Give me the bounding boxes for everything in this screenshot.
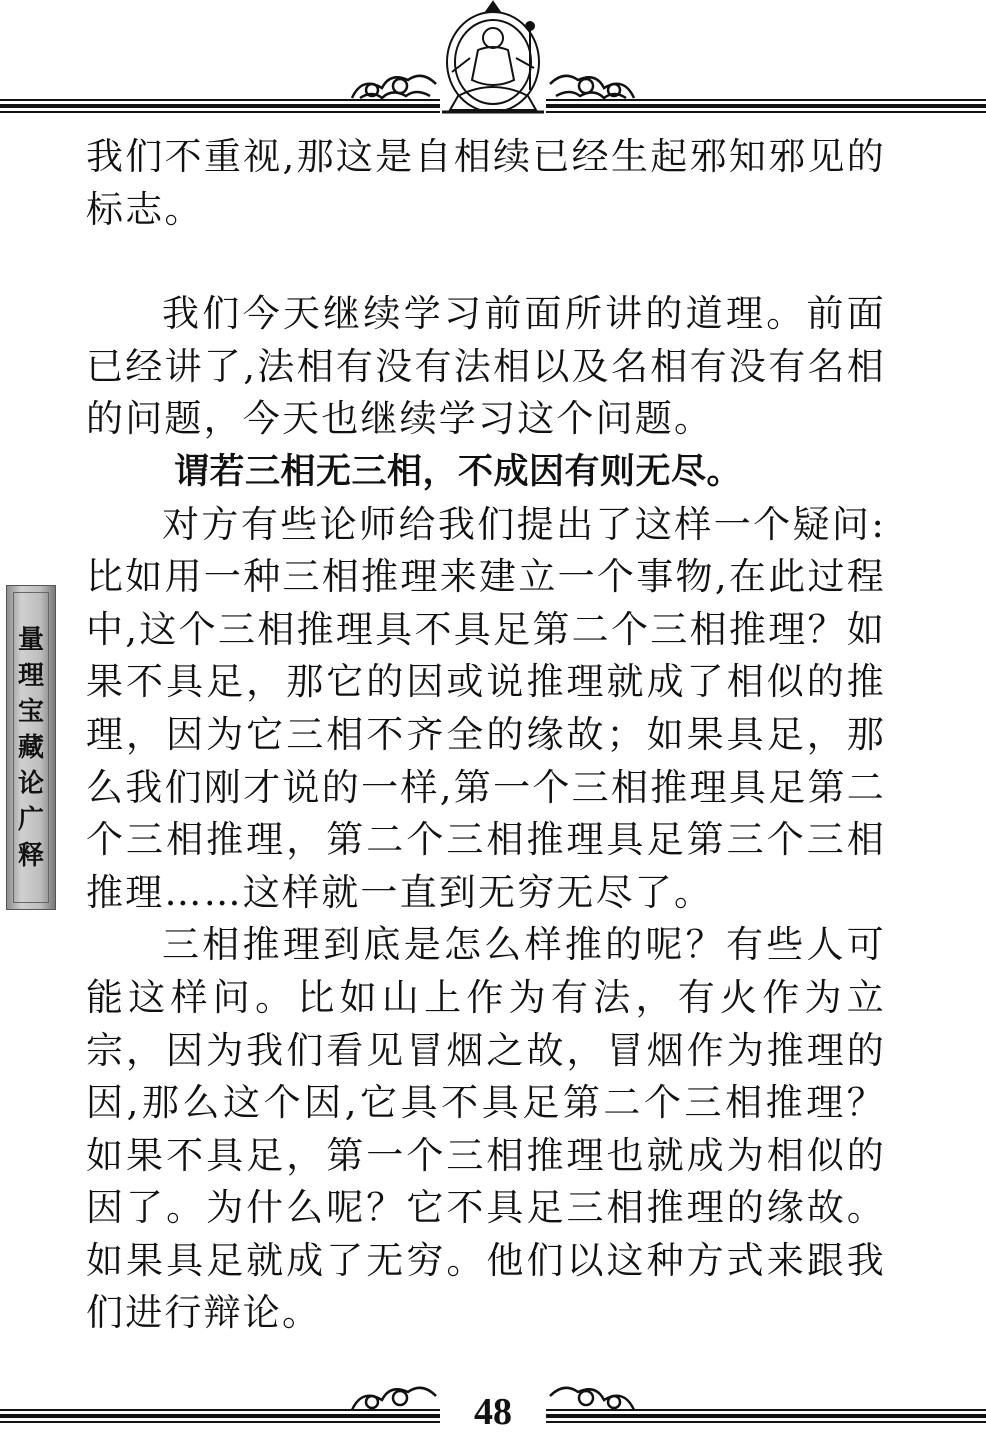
side-tab-char: 宝: [17, 696, 44, 727]
side-tab-book-title: [6, 585, 56, 910]
page-footer: [0, 1380, 986, 1443]
side-tab-char: 论: [17, 768, 44, 799]
side-tab-char: 释: [17, 840, 44, 871]
deity-figure-icon: [442, 2, 544, 112]
page-body: [86, 131, 886, 1340]
side-tab-inner: [13, 592, 49, 903]
footer-cloud-right-icon: [550, 1388, 634, 1410]
header-border-svg: [0, 0, 986, 130]
side-tab-char: 量: [17, 624, 44, 655]
cloud-ornament-right-icon: [550, 76, 634, 98]
page-header-ornament: [0, 0, 986, 130]
paragraph-intro: 我们今天继续学习前面所讲的道理。前面已经讲了,法相有没有法相以及名相有没有名相的问题，今天也继续学习这个问题。: [86, 292, 886, 441]
footer-cloud-left-icon: [352, 1388, 436, 1410]
side-tab-char: 理: [17, 660, 44, 691]
root-verse: 谓若三相无三相，不成因有则无尽。: [174, 451, 743, 492]
paragraph-example: 三相推理到底是怎么样推的呢？有些人可能这样问。比如山上作为有法，有火作为立宗，因为我们看见冒烟之故，冒烟作为推理的因,那么这个因,它具不具足第二个三相推理？如果不具足，第一个三相推理也就成为相似的因了。为什么呢？它不具足三相推理的缘故。如果具足就成了无穷。他们以这种方式来跟我们进行辩论。: [86, 923, 886, 1335]
cloud-ornament-left-icon: [352, 76, 436, 98]
paragraph-continued: 我们不重视,那这是自相续已经生起邪知邪见的标志。: [86, 135, 886, 231]
paragraph-objection: 对方有些论师给我们提出了这样一个疑问:比如用一种三相推理来建立一个事物,在此过程中,这个三相推理具不具足第二个三相推理？如果不具足，那它的因或说推理就成了相似的推理，因为它三相不齐全的缘故；如果具足，那么我们刚才说的一样,第一个三相推理具足第二个三相推理，第二个三相推理具足第三个三相推理……这样就一直到无穷无尽了。: [86, 502, 886, 914]
page-number: 48: [474, 1391, 512, 1433]
side-tab-char: 广: [17, 804, 44, 835]
side-tab-char: 藏: [17, 732, 44, 763]
paragraph-gap: [86, 236, 886, 288]
